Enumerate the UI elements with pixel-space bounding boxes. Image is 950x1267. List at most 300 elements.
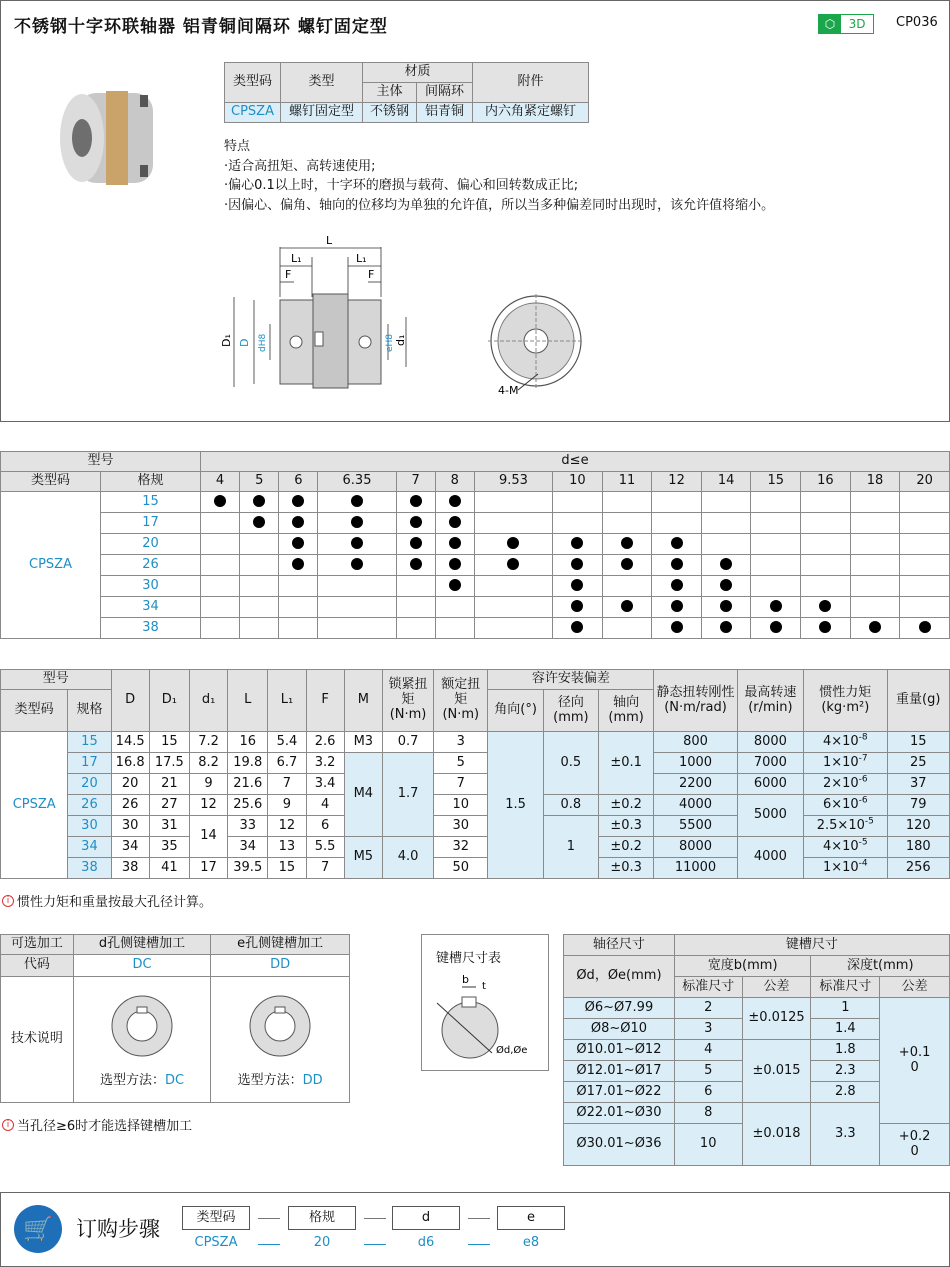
h-weight: 重量(g) bbox=[887, 670, 949, 732]
h-de-mm: Ød，Øe(mm) bbox=[564, 956, 675, 998]
dc-keyway-icon bbox=[102, 991, 182, 1061]
available-dot bbox=[292, 558, 304, 570]
kt-btol: ±0.0125 bbox=[742, 998, 811, 1040]
features bbox=[224, 137, 774, 215]
bore-col-header: 6 bbox=[279, 472, 318, 492]
bore-cell bbox=[900, 492, 950, 513]
bore-typecode: CPSZA bbox=[1, 492, 101, 639]
h-std: 标准尺寸 bbox=[811, 977, 880, 998]
sel-prefix: 选型方法： bbox=[99, 1072, 165, 1088]
spec-typecode: CPSZA bbox=[225, 103, 281, 123]
cell-angular: 1.5 bbox=[488, 732, 543, 879]
bore-col-header: 18 bbox=[850, 472, 900, 492]
cell-stiff: 800 bbox=[654, 732, 737, 753]
dim-eH8: eH8 bbox=[385, 333, 395, 352]
cell-axial: ±0.3 bbox=[599, 816, 654, 837]
bore-cell bbox=[850, 534, 900, 555]
bore-cell bbox=[900, 513, 950, 534]
bore-cell bbox=[435, 492, 474, 513]
bore-cell bbox=[435, 597, 474, 618]
code-dd: DD bbox=[211, 955, 350, 977]
cell-L1: 15 bbox=[268, 858, 306, 879]
bore-cell bbox=[553, 597, 603, 618]
bore-row bbox=[1, 492, 950, 513]
side-view-drawing bbox=[218, 232, 418, 402]
feature-item: ·适合高扭矩、高转速使用; bbox=[224, 158, 376, 174]
cell-inertia: $2\times 10^{-6}$ bbox=[804, 774, 887, 795]
bore-cell bbox=[652, 492, 702, 513]
available-dot bbox=[351, 516, 363, 528]
available-dot bbox=[410, 495, 422, 507]
available-dot bbox=[919, 621, 931, 633]
cell-D1: 15 bbox=[149, 732, 189, 753]
bore-cell bbox=[900, 618, 950, 639]
bore-cell bbox=[701, 492, 751, 513]
bore-cell bbox=[801, 534, 851, 555]
h-depth: 深度t(mm) bbox=[811, 956, 950, 977]
h-inertia: 惯性力矩(kg·m²) bbox=[804, 670, 887, 732]
cell-L: 39.5 bbox=[228, 858, 268, 879]
cell-speed: 4000 bbox=[737, 837, 803, 879]
dims-size: 30 bbox=[68, 816, 111, 837]
bore-cell bbox=[701, 555, 751, 576]
bore-cell bbox=[701, 534, 751, 555]
bore-col-header: 5 bbox=[240, 472, 279, 492]
bore-row bbox=[1, 576, 950, 597]
bore-cell bbox=[652, 555, 702, 576]
dims-size: 17 bbox=[68, 753, 111, 774]
bore-cell bbox=[751, 555, 801, 576]
bore-col-header: 14 bbox=[701, 472, 751, 492]
available-dot bbox=[671, 537, 683, 549]
bore-cell bbox=[240, 492, 279, 513]
h-L1: L₁ bbox=[268, 670, 306, 732]
order-title: 订购步骤 bbox=[76, 1217, 160, 1241]
h-d-keyway: d孔侧键槽加工 bbox=[73, 935, 211, 955]
available-dot bbox=[770, 621, 782, 633]
cell-F: 3.2 bbox=[306, 753, 344, 774]
bore-col-header: 20 bbox=[900, 472, 950, 492]
note1-text: 惯性力矩和重量按最大孔径计算。 bbox=[17, 895, 213, 910]
cell-stiff: 4000 bbox=[654, 795, 737, 816]
bore-cell bbox=[652, 576, 702, 597]
available-dot bbox=[292, 516, 304, 528]
bore-cell bbox=[474, 492, 552, 513]
bore-cell bbox=[850, 513, 900, 534]
cell-inertia: $1\times 10^{-4}$ bbox=[804, 858, 887, 879]
h-angular: 角向(°) bbox=[488, 690, 543, 732]
bore-col-header: 6.35 bbox=[318, 472, 396, 492]
bore-cell bbox=[553, 492, 603, 513]
bore-cell bbox=[201, 618, 240, 639]
cell-L1: 7 bbox=[268, 774, 306, 795]
step-box: d bbox=[392, 1206, 460, 1230]
h-std: 标准尺寸 bbox=[674, 977, 742, 998]
step-value: 20 bbox=[313, 1235, 331, 1250]
cell-M: M5 bbox=[344, 837, 382, 879]
bore-row bbox=[1, 597, 950, 618]
bore-cell bbox=[435, 513, 474, 534]
dim-d1: d₁ bbox=[394, 334, 407, 346]
keyfig-t: t bbox=[482, 981, 486, 992]
h-F: F bbox=[306, 670, 344, 732]
bore-col-header: 12 bbox=[652, 472, 702, 492]
dims-size: 34 bbox=[68, 837, 111, 858]
available-dot bbox=[770, 600, 782, 612]
sel-dd: DD bbox=[302, 1072, 323, 1088]
bore-cell bbox=[701, 618, 751, 639]
bore-cell bbox=[201, 513, 240, 534]
cell-speed: 7000 bbox=[737, 753, 803, 774]
h-width: 宽度b(mm) bbox=[674, 956, 811, 977]
bore-cell bbox=[240, 576, 279, 597]
bore-cell bbox=[396, 597, 435, 618]
bore-size: 15 bbox=[101, 492, 201, 513]
cell-F: 6 bbox=[306, 816, 344, 837]
cell-weight: 79 bbox=[887, 795, 949, 816]
bore-cell bbox=[201, 534, 240, 555]
step-box: e bbox=[497, 1206, 565, 1230]
h-L: L bbox=[228, 670, 268, 732]
cell-D1: 31 bbox=[149, 816, 189, 837]
h-D1: D₁ bbox=[149, 670, 189, 732]
step-value: e8 bbox=[522, 1235, 540, 1250]
cell-rated: 30 bbox=[434, 816, 488, 837]
available-dot bbox=[449, 558, 461, 570]
bore-cell bbox=[435, 618, 474, 639]
bore-cell bbox=[602, 576, 652, 597]
bore-cell bbox=[435, 534, 474, 555]
cell-radial: 0.8 bbox=[543, 795, 598, 816]
h-tol: 公差 bbox=[880, 977, 950, 998]
dims-size: 26 bbox=[68, 795, 111, 816]
bore-cell bbox=[474, 513, 552, 534]
cell-weight: 256 bbox=[887, 858, 949, 879]
cell-D: 30 bbox=[111, 816, 149, 837]
feature-item: ·因偏心、偏角、轴向的位移均为单独的允许值，所以当多种偏差同时出现时，该允许值将缩小。 bbox=[224, 197, 775, 213]
bore-cell bbox=[751, 534, 801, 555]
bore-cell bbox=[240, 534, 279, 555]
bore-cell bbox=[602, 618, 652, 639]
kt-b: 10 bbox=[674, 1124, 742, 1166]
bore-cell bbox=[900, 576, 950, 597]
h-spacer: 间隔环 bbox=[417, 83, 473, 103]
kt-b: 5 bbox=[674, 1061, 742, 1082]
bore-cell bbox=[701, 576, 751, 597]
cell-F: 5.5 bbox=[306, 837, 344, 858]
available-dot bbox=[449, 495, 461, 507]
3d-label: 3D bbox=[848, 17, 866, 31]
keyway-option-table bbox=[0, 934, 350, 1103]
available-dot bbox=[671, 600, 683, 612]
kt-range: Ø8~Ø10 bbox=[564, 1019, 675, 1040]
available-dot bbox=[571, 579, 583, 591]
dd-keyway-icon bbox=[240, 991, 320, 1061]
available-dot bbox=[351, 495, 363, 507]
bore-cell bbox=[396, 492, 435, 513]
bore-col-header: 16 bbox=[801, 472, 851, 492]
cart-icon: 🛒 bbox=[14, 1205, 62, 1253]
h-description: 技术说明 bbox=[1, 977, 74, 1103]
dim-D: D bbox=[238, 338, 251, 347]
cell-L: 33 bbox=[228, 816, 268, 837]
bore-cell bbox=[801, 618, 851, 639]
kt-range: Ø12.01~Ø17 bbox=[564, 1061, 675, 1082]
bore-cell bbox=[900, 534, 950, 555]
cell-radial: 0.5 bbox=[543, 732, 598, 795]
bore-col-header: 10 bbox=[553, 472, 603, 492]
cell-d1: 12 bbox=[189, 795, 227, 816]
cell-d1: 9 bbox=[189, 774, 227, 795]
kt-b: 4 bbox=[674, 1040, 742, 1061]
page-title: 不锈钢十字环联轴器 铝青铜间隔环 螺钉固定型 bbox=[14, 17, 388, 37]
cell-D: 34 bbox=[111, 837, 149, 858]
bore-cell bbox=[201, 576, 240, 597]
kt-b: 3 bbox=[674, 1019, 742, 1040]
available-dot bbox=[410, 516, 422, 528]
cell-d1: 7.2 bbox=[189, 732, 227, 753]
bore-cell bbox=[553, 555, 603, 576]
end-view-drawing bbox=[488, 294, 588, 404]
cube-icon: ⬡ bbox=[819, 15, 841, 33]
bore-compat-table bbox=[0, 451, 950, 639]
bore-cell bbox=[751, 618, 801, 639]
info-icon: i bbox=[2, 1119, 14, 1131]
h-material: 材质 bbox=[363, 63, 473, 83]
dim-D1: D₁ bbox=[220, 334, 233, 347]
cell-D: 14.5 bbox=[111, 732, 149, 753]
h-typecode: 类型码 bbox=[1, 472, 101, 492]
available-dot bbox=[819, 621, 831, 633]
kt-range: Ø10.01~Ø12 bbox=[564, 1040, 675, 1061]
h-speed: 最高转速(r/min) bbox=[737, 670, 803, 732]
h-code: 代码 bbox=[1, 955, 74, 977]
available-dot bbox=[351, 558, 363, 570]
h-rated: 额定扭矩(N·m) bbox=[434, 670, 488, 732]
bore-cell bbox=[553, 576, 603, 597]
available-dot bbox=[292, 537, 304, 549]
bore-cell bbox=[900, 597, 950, 618]
note-inertia bbox=[2, 891, 212, 910]
h-model: 型号 bbox=[1, 452, 201, 472]
cell-weight: 15 bbox=[887, 732, 949, 753]
available-dot bbox=[351, 537, 363, 549]
bore-cell bbox=[602, 513, 652, 534]
product-code: CP036 bbox=[896, 15, 938, 30]
bore-row bbox=[1, 534, 950, 555]
cell-F: 3.4 bbox=[306, 774, 344, 795]
available-dot bbox=[621, 537, 633, 549]
bore-cell bbox=[240, 513, 279, 534]
available-dot bbox=[214, 495, 226, 507]
cell-D: 20 bbox=[111, 774, 149, 795]
bore-cell bbox=[318, 597, 396, 618]
bore-cell bbox=[652, 618, 702, 639]
dim-L1-left: L₁ bbox=[291, 252, 302, 265]
step-box: 格规 bbox=[288, 1206, 356, 1230]
bore-col-header: 4 bbox=[201, 472, 240, 492]
bore-size: 38 bbox=[101, 618, 201, 639]
bore-cell bbox=[240, 597, 279, 618]
cell-rated: 7 bbox=[434, 774, 488, 795]
bore-cell bbox=[396, 513, 435, 534]
cell-L: 25.6 bbox=[228, 795, 268, 816]
available-dot bbox=[571, 621, 583, 633]
available-dot bbox=[449, 516, 461, 528]
3d-badge[interactable] bbox=[818, 14, 874, 34]
h-model: 型号 bbox=[1, 670, 112, 690]
kt-t: 1 bbox=[811, 998, 880, 1019]
code-dc: DC bbox=[73, 955, 211, 977]
bore-cell bbox=[435, 576, 474, 597]
keyfig-title: 键槽尺寸表 bbox=[436, 951, 502, 966]
spec-accessory: 内六角紧定螺钉 bbox=[473, 103, 589, 123]
cell-D1: 17.5 bbox=[149, 753, 189, 774]
cell-rated: 50 bbox=[434, 858, 488, 879]
bore-cell bbox=[279, 534, 318, 555]
dimension-table bbox=[0, 669, 950, 879]
h-body: 主体 bbox=[363, 83, 417, 103]
bore-cell bbox=[652, 513, 702, 534]
dim-F-right: F bbox=[368, 268, 375, 281]
bore-cell bbox=[474, 576, 552, 597]
cell-F: 7 bbox=[306, 858, 344, 879]
bore-col-header: 15 bbox=[751, 472, 801, 492]
cell-lock: 4.0 bbox=[382, 837, 433, 879]
bore-row bbox=[1, 555, 950, 576]
bore-cell bbox=[751, 513, 801, 534]
kt-t: 3.3 bbox=[811, 1103, 880, 1166]
bore-cell bbox=[850, 576, 900, 597]
bore-cell bbox=[474, 534, 552, 555]
cell-F: 4 bbox=[306, 795, 344, 816]
cell-D: 26 bbox=[111, 795, 149, 816]
cell-axial: ±0.2 bbox=[599, 837, 654, 858]
h-size: 格规 bbox=[101, 472, 201, 492]
keyfig-de: Ød,Øe bbox=[496, 1045, 528, 1056]
dim-F-left: F bbox=[285, 268, 292, 281]
bore-col-header: 9.53 bbox=[474, 472, 552, 492]
bore-cell bbox=[396, 618, 435, 639]
bore-cell bbox=[553, 618, 603, 639]
cell-D1: 21 bbox=[149, 774, 189, 795]
keyway-figure bbox=[421, 934, 549, 1071]
cell-D: 16.8 bbox=[111, 753, 149, 774]
available-dot bbox=[410, 537, 422, 549]
cell-inertia: $6\times 10^{-6}$ bbox=[804, 795, 887, 816]
sel-dc: DC bbox=[164, 1072, 185, 1088]
cell-inertia: $4\times 10^{-5}$ bbox=[804, 837, 887, 858]
h-misalign: 容许安装偏差 bbox=[488, 670, 654, 690]
available-dot bbox=[671, 558, 683, 570]
cell-D1: 27 bbox=[149, 795, 189, 816]
available-dot bbox=[253, 495, 265, 507]
available-dot bbox=[507, 537, 519, 549]
bore-cell bbox=[801, 492, 851, 513]
bore-cell bbox=[801, 597, 851, 618]
kt-ttol: +0.1 0 bbox=[880, 998, 950, 1124]
bore-cell bbox=[900, 555, 950, 576]
h-type: 类型 bbox=[281, 63, 363, 103]
bore-cell bbox=[318, 513, 396, 534]
dim-L: L bbox=[326, 234, 333, 247]
dc-illustration-cell bbox=[73, 977, 211, 1103]
dims-size: 20 bbox=[68, 774, 111, 795]
available-dot bbox=[507, 558, 519, 570]
cell-speed: 5000 bbox=[737, 795, 803, 837]
cell-inertia: $2.5\times 10^{-5}$ bbox=[804, 816, 887, 837]
bore-cell bbox=[602, 555, 652, 576]
bore-cell bbox=[751, 492, 801, 513]
bore-cell bbox=[602, 492, 652, 513]
bore-cell bbox=[850, 492, 900, 513]
feature-item: ·偏心0.1以上时，十字环的磨损与载荷、偏心和回转数成正比; bbox=[224, 178, 579, 193]
spec-spacer: 铝青铜 bbox=[417, 103, 473, 123]
cell-L1: 12 bbox=[268, 816, 306, 837]
available-dot bbox=[869, 621, 881, 633]
available-dot bbox=[410, 558, 422, 570]
bore-cell bbox=[435, 555, 474, 576]
kt-range: Ø6~Ø7.99 bbox=[564, 998, 675, 1019]
h-typecode: 类型码 bbox=[1, 690, 68, 732]
spec-body: 不锈钢 bbox=[363, 103, 417, 123]
available-dot bbox=[671, 621, 683, 633]
step-box: 类型码 bbox=[182, 1206, 250, 1230]
product-photo bbox=[50, 85, 170, 190]
bore-cell bbox=[201, 492, 240, 513]
h-axial: 轴向(mm) bbox=[599, 690, 654, 732]
bore-cell bbox=[850, 597, 900, 618]
bore-cell bbox=[318, 534, 396, 555]
cell-D1: 41 bbox=[149, 858, 189, 879]
cell-rated: 10 bbox=[434, 795, 488, 816]
cell-lock: 1.7 bbox=[382, 753, 433, 837]
cell-d1: 8.2 bbox=[189, 753, 227, 774]
dim-L1-right: L₁ bbox=[356, 252, 367, 265]
bore-col-header: 7 bbox=[396, 472, 435, 492]
cell-rated: 32 bbox=[434, 837, 488, 858]
dims-size: 38 bbox=[68, 858, 111, 879]
bore-row bbox=[1, 618, 950, 639]
bore-cell bbox=[318, 555, 396, 576]
bore-cell bbox=[240, 618, 279, 639]
bore-size: 17 bbox=[101, 513, 201, 534]
h-D: D bbox=[111, 670, 149, 732]
dim-4M: 4-M bbox=[498, 384, 519, 397]
cell-radial: 1 bbox=[543, 816, 598, 879]
cell-rated: 3 bbox=[434, 732, 488, 753]
spec-type: 螺钉固定型 bbox=[281, 103, 363, 123]
kt-btol: ±0.018 bbox=[742, 1103, 811, 1166]
bore-cell bbox=[396, 576, 435, 597]
bore-cell bbox=[474, 597, 552, 618]
available-dot bbox=[671, 579, 683, 591]
cell-weight: 25 bbox=[887, 753, 949, 774]
available-dot bbox=[720, 579, 732, 591]
available-dot bbox=[720, 621, 732, 633]
bore-cell bbox=[240, 555, 279, 576]
cell-axial: ±0.3 bbox=[599, 858, 654, 879]
cell-weight: 180 bbox=[887, 837, 949, 858]
bore-cell bbox=[279, 492, 318, 513]
bore-col-header: 8 bbox=[435, 472, 474, 492]
bore-cell bbox=[801, 513, 851, 534]
h-lock: 锁紧扭矩(N·m) bbox=[382, 670, 433, 732]
cell-L1: 6.7 bbox=[268, 753, 306, 774]
cell-L: 34 bbox=[228, 837, 268, 858]
cell-inertia: $4\times 10^{-8}$ bbox=[804, 732, 887, 753]
kt-range: Ø30.01~Ø36 bbox=[564, 1124, 675, 1166]
